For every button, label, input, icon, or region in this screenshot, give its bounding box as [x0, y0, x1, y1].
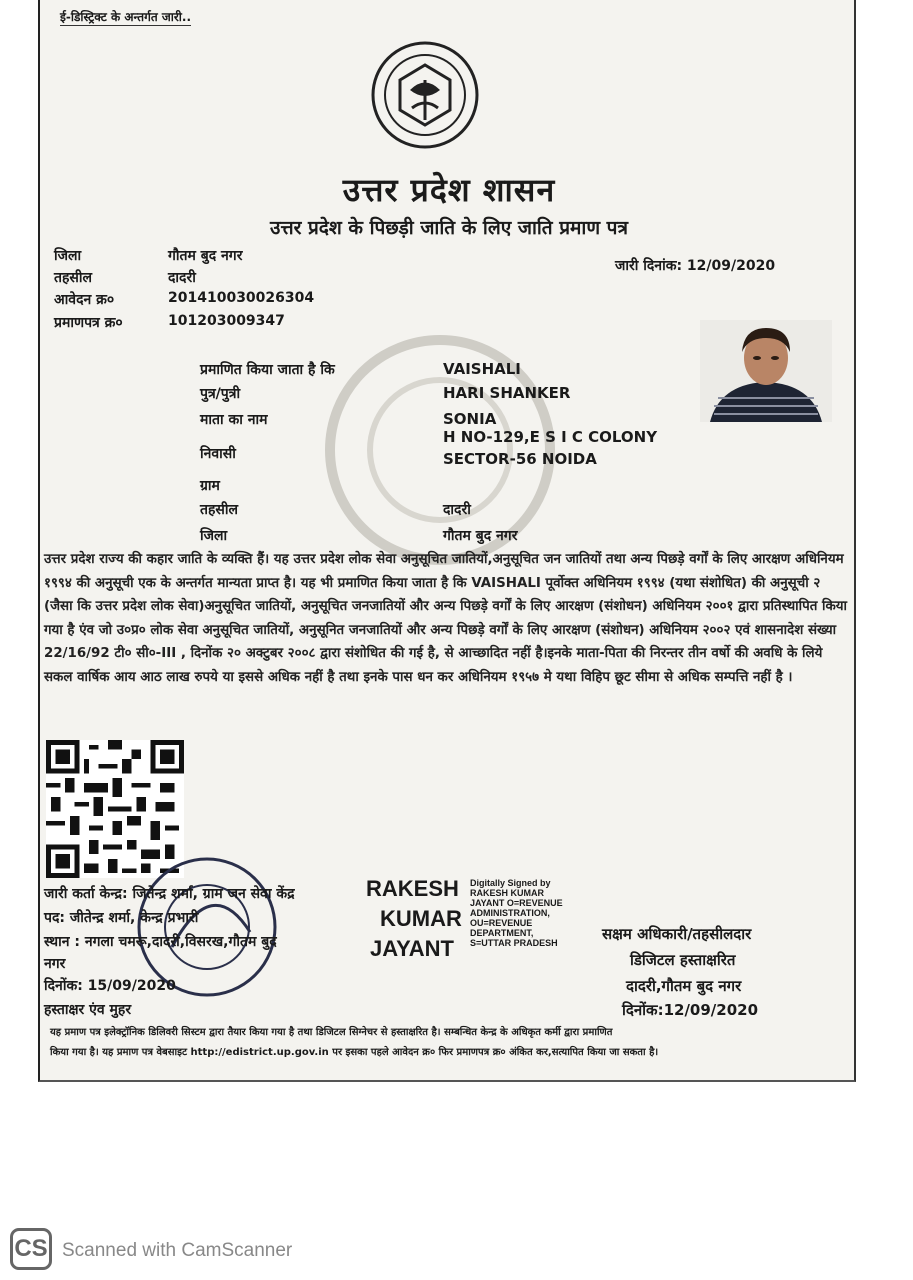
issuer-sign-seal: हस्ताक्षर एंव मुहर: [44, 1002, 132, 1018]
applicant-name: VAISHALI: [443, 360, 521, 378]
village-label: ग्राम: [200, 478, 220, 494]
certificate-subtitle: उत्तर प्रदेश के पिछड़ी जाति के लिए जाति प्रमाण पत्र: [270, 217, 628, 239]
applicant-photo: [700, 320, 832, 422]
detail-district-value: गौतम बुद नगर: [443, 528, 518, 544]
issue-date: जारी दिनांक: 12/09/2020: [615, 258, 776, 274]
authority-location: दादरी,गौतम बुद नगर: [626, 977, 742, 995]
authority-digital: डिजिटल हस्ताक्षरित: [630, 951, 736, 969]
disclaimer-line-2: किया गया है। यह प्रमाण पत्र वेबसाइट http://edistrict.up.gov.in पर इसका पहले आवेदन क्र० फिर प्रमाणपत्र क्र० अंकित कर,सत्यापित किया जा सकता है।: [50, 1047, 659, 1058]
mother-name: SONIA: [443, 410, 497, 428]
page-title: उत्तर प्रदेश शासन: [342, 171, 556, 209]
district-value: गौतम बुद नगर: [168, 248, 243, 264]
authority-title: सक्षम अधिकारी/तहसीलदार: [602, 925, 752, 943]
dsig-line: Digitally Signed by: [470, 878, 551, 888]
issuer-place: स्थान : नगला चमरू,दादरी,विसरख,गौतम बुद: [44, 934, 277, 950]
certified-label: प्रमाणित किया जाता है कि: [200, 362, 335, 378]
certificate-document: [38, 0, 856, 1082]
digital-signature-details: [470, 878, 563, 948]
signer-name-line1: RAKESH: [366, 876, 459, 901]
edistrict-header-note: ई-डिस्ट्रिक्ट के अन्तर्गत जारी..: [60, 10, 192, 24]
issuer-post: पद: जीतेन्द्र शर्मा, केन्द्र प्रभारी: [44, 910, 199, 926]
tehsil-label: तहसील: [54, 270, 92, 286]
dsig-line: OU=REVENUE: [470, 918, 533, 928]
mother-label: माता का नाम: [200, 412, 268, 428]
issuer-date: दिनोंक: 15/09/2020: [44, 978, 176, 994]
father-name: HARI SHANKER: [443, 384, 571, 402]
application-number: 201410030026304: [168, 290, 315, 306]
parent-label: पुत्र/पुत्री: [200, 386, 241, 402]
tehsil-value: दादरी: [168, 270, 196, 286]
resident-label: निवासी: [200, 446, 236, 462]
authority-date: दिनोंक:12/09/2020: [622, 1001, 759, 1019]
issuer-center: जारी कर्ता केन्द्र: जितेन्द्र शर्मा, ग्राम जन सेवा केंद्र: [44, 886, 295, 902]
address-line-1: H NO-129,E S I C COLONY: [443, 428, 658, 446]
district-label: जिला: [54, 248, 82, 264]
detail-district-label: जिला: [200, 528, 228, 544]
camscanner-watermark: Scanned with CamScanner: [62, 1240, 293, 1261]
signer-name-line3: JAYANT: [370, 936, 454, 961]
dsig-line: RAKESH KUMAR: [470, 888, 544, 898]
up-government-emblem-icon: [370, 40, 480, 150]
dsig-line: ADMINISTRATION,: [470, 908, 550, 918]
certificate-number: 101203009347: [168, 313, 285, 329]
detail-tehsil-label: तहसील: [200, 502, 238, 518]
certificate-label: प्रमाणपत्र क्र०: [54, 315, 123, 331]
certificate-body-text: उत्तर प्रदेश राज्य की कहार जाति के व्यक्ति हैं। यह उत्तर प्रदेश लोक सेवा अनुसूचित जातियों,अनुसूचित जन जातियों तथा अन्य पिछड़े वर्गों के लिए आरक्षण अधिनियम १९९४ की अनुसूची एक के अन्तर्गत मान्यता प्राप्त है। यह भी प्रमाणित किया जाता है कि VAISHALI पूर्वोक्त अधिनियम १९९४ (यथा संशोधित) की अनुसूची २ (जैसा कि उत्तर प्रदेश लोक सेवा)अनुसूचित जातियों, अनुसूचित जनजातियों और अन्य पिछड़े वर्गों के लिए आरक्षण (संशोधन) अधिनियम २००१ द्वारा प्रतिस्थापित किया गया है एंव जो उ०प्र० लोक सेवा अनुसूचित जातियों, अनुसूनित जनजातियों और अन्य पिछड़े वर्गों के लिए आरक्षण (संशोधन) अधिनियम २००२ एवं शासनादेश संख्या 22/16/92 टी० सी०-III , दिनोंक २० अक्टुबर २००८ द्वारा संशोधित की गई है, से आच्छादित नहीं है।इनके माता-पिता की निरन्तर तीन वर्षो की अवधि के लिये सकल वार्षिक आय आठ लाख रुपये या इससे अधिक नहीं है तथा इनके पास धन कर अधिनियम १९५७ मे यथा विहिप छूट सीमा से अधिक सम्पत्ति नहीं है ।: [44, 552, 847, 685]
issuer-place-cont: नगर: [44, 956, 66, 972]
camscanner-logo-icon: CS: [10, 1228, 52, 1270]
disclaimer-line-1: यह प्रमाण पत्र इलेक्ट्रॉनिक डिलिवरी सिस्टम द्वारा तैयार किया गया है तथा डिजिटल सिग्नेचर से हस्ताक्षरित है। सम्बन्धित केन्द्र के अधिकृत कर्मी द्वारा प्रमाणित: [50, 1027, 613, 1038]
dsig-line: S=UTTAR PRADESH: [470, 938, 558, 948]
detail-tehsil-value: दादरी: [443, 502, 471, 518]
address-line-2: SECTOR-56 NOIDA: [443, 450, 597, 468]
dsig-line: JAYANT O=REVENUE: [470, 898, 563, 908]
dsig-line: DEPARTMENT,: [470, 928, 534, 938]
application-label: आवेदन क्र०: [54, 292, 115, 308]
signer-name-line2: KUMAR: [380, 906, 462, 931]
